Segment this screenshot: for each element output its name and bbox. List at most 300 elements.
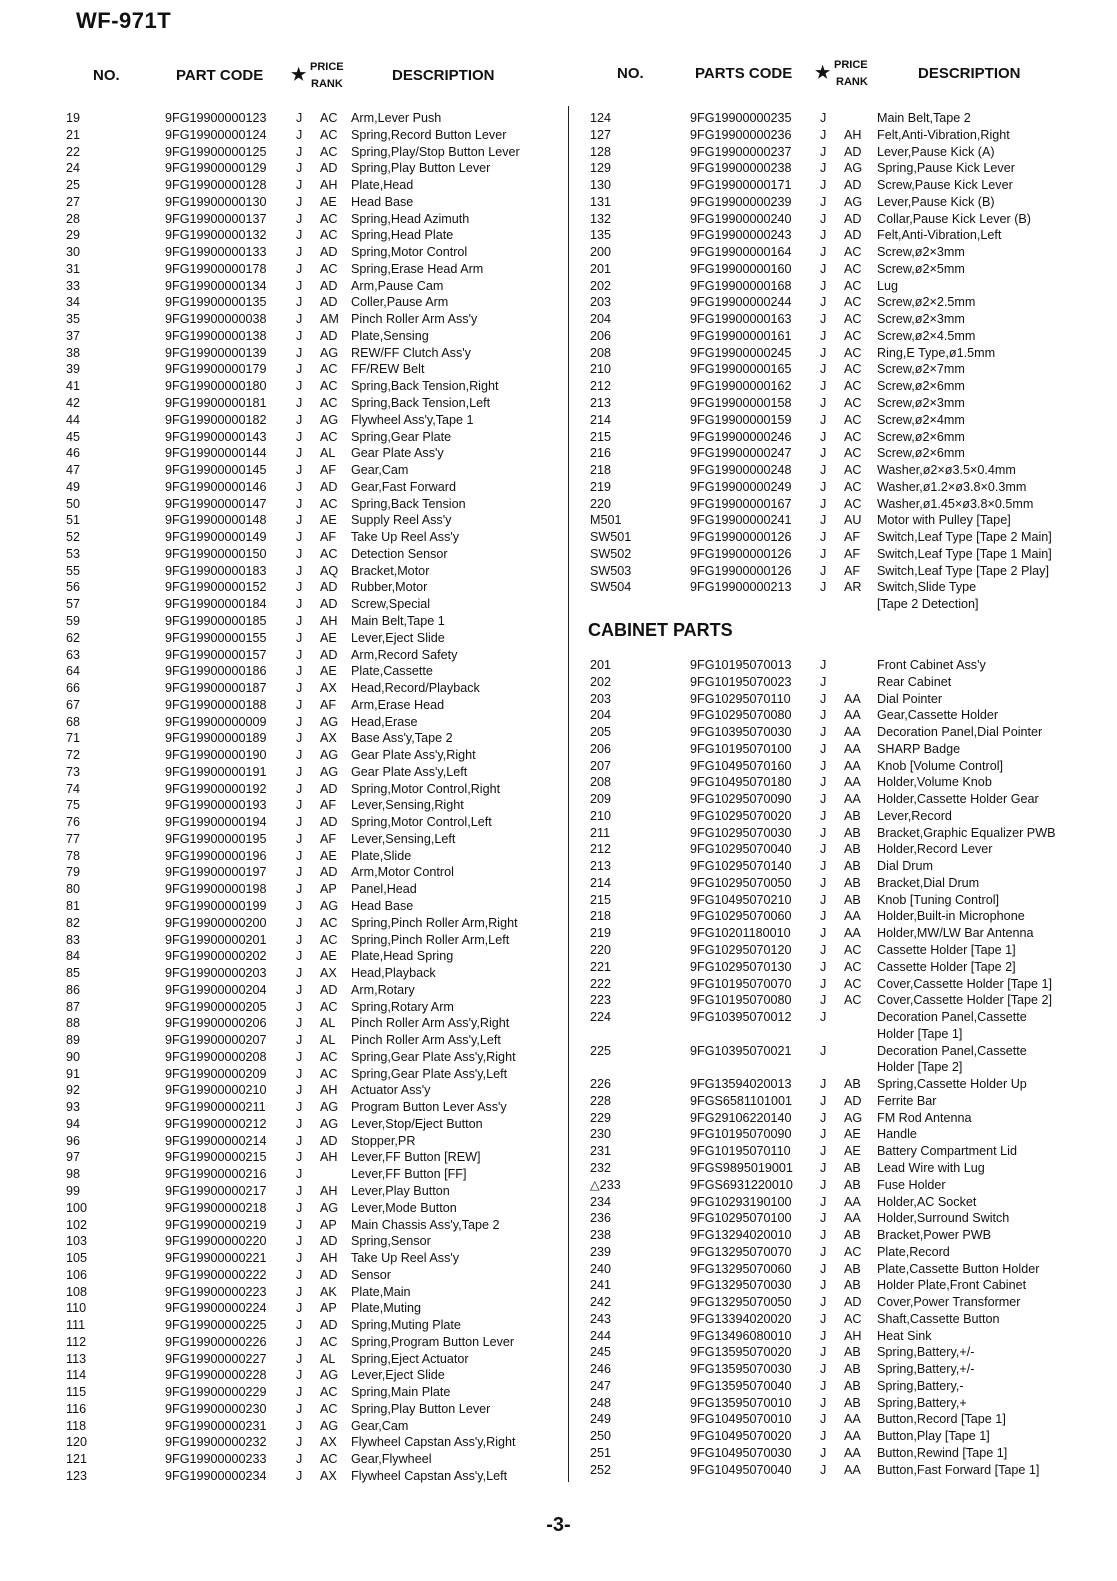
cell-code: 9FG19900000132 [165, 228, 267, 243]
cell-star: J [820, 161, 827, 176]
cell-desc: Felt,Anti-Vibration,Right [877, 127, 1010, 142]
cell-desc: Screw,ø2×5mm [877, 261, 965, 276]
cell-rank: AP [320, 882, 337, 897]
cell-star: J [296, 1301, 303, 1316]
cell-desc: Plate,Sensing [351, 328, 429, 343]
cell-star: J [820, 328, 827, 343]
cell-star: J [820, 976, 827, 991]
cell-star: J [820, 1328, 827, 1343]
cell-code: 9FG19900000155 [165, 630, 267, 645]
cell-code: 9FG10495070030 [690, 1445, 792, 1460]
cell-no: 203 [590, 691, 612, 706]
cell-rank: AL [320, 1033, 336, 1048]
cell-desc: Holder,Surround Switch [877, 1211, 1010, 1226]
cell-no: 250 [590, 1429, 612, 1444]
cell-code: 9FG19900000216 [165, 1167, 267, 1182]
cell-star: J [296, 831, 303, 846]
cell-code: 9FG10295070110 [690, 691, 791, 706]
cell-star: J [296, 848, 303, 863]
cell-no: 221 [590, 959, 612, 974]
table-row [0, 1261, 1117, 1278]
cell-desc: Program Button Lever Ass'y [351, 1100, 507, 1115]
cell-desc: Gear,Cam [351, 463, 409, 478]
cell-rank: AC [844, 959, 862, 974]
cell-rank: AC [844, 479, 862, 494]
cell-no: SW503 [590, 563, 632, 578]
cell-star: J [296, 1267, 303, 1282]
cell-rank: AQ [320, 563, 339, 578]
cell-rank: AC [320, 1334, 338, 1349]
cell-star: J [296, 1133, 303, 1148]
cell-no: 27 [66, 194, 81, 209]
cell-code: 9FG19900000206 [165, 1016, 267, 1031]
cell-rank: AL [320, 446, 336, 461]
table-row [0, 1277, 1117, 1294]
cell-desc: Switch,Leaf Type [Tape 2 Main] [877, 530, 1052, 545]
cell-star: J [820, 446, 827, 461]
cell-code: 9FG19900000195 [165, 831, 267, 846]
cell-rank: AG [320, 714, 339, 729]
cell-rank: AA [844, 1445, 861, 1460]
cell-desc: Knob [Volume Control] [877, 758, 1004, 773]
cell-star: J [820, 926, 827, 941]
table-row [0, 976, 1117, 993]
cell-desc: Screw,ø2×2.5mm [877, 295, 976, 310]
cell-star: J [820, 1412, 827, 1427]
cell-code: 9FG19900000230 [165, 1401, 267, 1416]
cell-desc: Gear,Flywheel [351, 1452, 432, 1467]
cell-code: 9FG19900000124 [165, 127, 267, 142]
model-title: WF-971T [76, 8, 172, 33]
cell-no: 91 [66, 1066, 81, 1081]
cell-rank: AX [320, 681, 337, 696]
cell-star: J [296, 1469, 303, 1484]
cell-code: 9FG19900000215 [165, 1150, 267, 1165]
cell-rank: AD [320, 781, 338, 796]
cell-star: J [820, 1362, 827, 1377]
table-row [0, 361, 1117, 378]
cell-desc: Lever,Eject Slide [351, 1368, 445, 1383]
cell-desc: Pinch Roller Arm Ass'y [351, 312, 478, 327]
cell-desc: Lever,Sensing,Left [351, 831, 456, 846]
cell-no: 214 [590, 875, 612, 890]
cell-code: 9FG19900000249 [690, 479, 792, 494]
cell-star: J [296, 328, 303, 343]
cell-no: 113 [66, 1351, 87, 1366]
cell-star: J [296, 379, 303, 394]
cell-rank: AX [320, 1435, 337, 1450]
cell-code: 9FG19900000184 [165, 597, 267, 612]
cell-no: △233 [590, 1177, 621, 1192]
cell-code: 9FG19900000009 [165, 714, 267, 729]
cell-rank: AD [844, 211, 862, 226]
table-row [0, 227, 1117, 244]
cell-star: J [820, 429, 827, 444]
cell-desc: Detection Sensor [351, 546, 448, 561]
cell-code: 9FG19900000158 [690, 396, 792, 411]
cell-code: 9FG19900000128 [165, 178, 267, 193]
cell-desc: Panel,Head [351, 882, 417, 897]
cell-no: 116 [66, 1401, 87, 1416]
cell-code: 9FG19900000126 [690, 530, 792, 545]
cell-star: J [820, 1244, 827, 1259]
cell-code: 9FG19900000149 [165, 530, 267, 545]
cell-desc: Plate,Cassette Button Holder [877, 1261, 1040, 1276]
cell-rank: AB [844, 1077, 861, 1092]
cell-desc: Screw,Pause Kick Lever [877, 178, 1013, 193]
cell-code: 9FG19900000171 [690, 178, 792, 193]
cell-rank: AC [320, 999, 338, 1014]
cell-desc: Screw,ø2×7mm [877, 362, 965, 377]
cell-star: J [820, 127, 827, 142]
cell-no: 94 [66, 1116, 81, 1131]
cell-rank: AH [320, 613, 338, 628]
table-row [0, 925, 1117, 942]
cell-code: 9FG19900000137 [165, 211, 267, 226]
cell-desc: Flywheel Ass'y,Tape 1 [351, 412, 474, 427]
cell-star: J [296, 245, 303, 260]
cell-desc: Decoration Panel,Cassette [877, 1043, 1027, 1058]
cell-star: J [296, 1251, 303, 1266]
cell-desc: Heat Sink [877, 1328, 932, 1343]
cell-desc: Plate,Slide [351, 848, 412, 863]
cell-star: J [820, 546, 827, 561]
cell-desc: Washer,ø1.45×ø3.8×0.5mm [877, 496, 1034, 511]
cell-desc: Button,Fast Forward [Tape 1] [877, 1462, 1040, 1477]
table-row [0, 630, 565, 647]
cell-no: 208 [590, 775, 612, 790]
cell-rank: AF [844, 546, 861, 561]
cell-desc: REW/FF Clutch Ass'y [351, 345, 471, 360]
cell-rank: AF [844, 530, 861, 545]
cell-rank: AE [320, 949, 337, 964]
cell-desc: Spring,Pinch Roller Arm,Right [351, 915, 518, 930]
cell-desc: Spring,Motor Control,Right [351, 781, 501, 796]
cell-star: J [296, 1083, 303, 1098]
cell-no: 105 [66, 1251, 88, 1266]
cell-code: 9FG10295070100 [690, 1211, 792, 1226]
cell-code: 9FG19900000248 [690, 463, 792, 478]
cell-rank: AC [320, 932, 338, 947]
cell-star: J [296, 1318, 303, 1333]
table-row [0, 1194, 1117, 1211]
cell-star: J [296, 513, 303, 528]
cell-star: J [296, 1418, 303, 1433]
cell-star: J [296, 949, 303, 964]
cell-star: J [296, 278, 303, 293]
table-row [0, 1361, 1117, 1378]
cell-star: J [296, 664, 303, 679]
cell-code: 9FG19900000208 [165, 1049, 267, 1064]
cell-no: 21 [66, 127, 81, 142]
cell-desc: Flywheel Capstan Ass'y,Right [351, 1435, 516, 1450]
cell-desc: Rear Cabinet [877, 674, 952, 689]
cell-code: 9FG10295070080 [690, 708, 792, 723]
cell-no: 215 [590, 429, 612, 444]
table-row [0, 1043, 1117, 1060]
cell-code: 9FG19900000126 [690, 563, 792, 578]
cell-code: 9FG19900000229 [165, 1385, 267, 1400]
table-row [0, 1244, 1117, 1261]
cell-code: 9FG19900000217 [165, 1184, 267, 1198]
star-icon: ★ [291, 65, 307, 84]
cell-rank: AL [320, 1016, 336, 1031]
cell-no: 203 [590, 295, 612, 310]
cell-desc: Screw,ø2×3mm [877, 245, 965, 260]
cell-code: 9FGS9895019001 [690, 1160, 793, 1175]
cell-star: J [296, 211, 303, 226]
cell-star: J [820, 909, 827, 924]
cell-code: 9FG19900000179 [165, 362, 267, 377]
cell-code: 9FG19900000226 [165, 1334, 267, 1349]
cell-desc: Felt,Anti-Vibration,Left [877, 228, 1002, 243]
cell-no: 206 [590, 741, 612, 756]
cell-no: 127 [590, 127, 612, 142]
table-row [0, 127, 1117, 144]
cell-desc: Head Base [351, 898, 414, 913]
cell-code: 9FG19900000183 [165, 563, 267, 578]
cell-star: J [296, 178, 303, 193]
cell-star: J [296, 1401, 303, 1416]
cell-no: 205 [590, 725, 612, 740]
cell-desc: Spring,Battery,+/- [877, 1362, 975, 1377]
cell-no: 207 [590, 758, 612, 773]
cell-code: 9FG10495070160 [690, 758, 792, 773]
table-row [0, 194, 1117, 211]
cell-rank: AC [844, 1311, 862, 1326]
cell-desc: Spring,Muting Plate [351, 1318, 461, 1333]
cell-desc: Spring,Back Tension,Right [351, 379, 499, 394]
cabinet-parts-list [0, 657, 1117, 1479]
cell-rank: AE [320, 513, 337, 528]
cell-no: 118 [66, 1418, 87, 1433]
cell-no: 201 [590, 261, 612, 276]
cell-rank: AC [844, 312, 862, 327]
cell-desc: Lever,Mode Button [351, 1200, 457, 1215]
cell-star: J [820, 412, 827, 427]
cell-star: J [820, 741, 827, 756]
table-row [0, 1076, 1117, 1093]
cell-rank: AD [320, 982, 338, 997]
cell-star: J [296, 1200, 303, 1215]
cell-no: 96 [66, 1133, 81, 1148]
cell-star: J [296, 613, 303, 628]
cell-code: 9FG19900000135 [165, 295, 267, 310]
cell-code: 9FG10295070140 [690, 859, 792, 874]
cell-rank: AD [844, 1093, 862, 1108]
cell-desc: Plate,Main [351, 1284, 411, 1299]
cell-rank: AE [320, 630, 337, 645]
cell-no: 81 [66, 898, 81, 913]
cell-desc: Lever,FF Button [FF] [351, 1167, 467, 1182]
cell-no: 220 [590, 496, 612, 511]
cell-desc: Screw,ø2×6mm [877, 446, 965, 461]
cell-rank: AC [320, 1385, 338, 1400]
cell-star: J [296, 781, 303, 796]
cell-rank: AF [320, 530, 337, 545]
cell-rank: AU [844, 513, 862, 528]
table-row [0, 512, 1117, 529]
table-row [0, 244, 1117, 261]
table-row [0, 1143, 1117, 1160]
cell-code: 9FG19900000146 [165, 479, 267, 494]
cell-no: 251 [590, 1445, 612, 1460]
table-row [0, 395, 1117, 412]
cell-no: 110 [66, 1301, 87, 1316]
cell-desc: Holder,Built-in Microphone [877, 909, 1025, 924]
cell-no: 202 [590, 278, 612, 293]
cell-code: 9FG10295070050 [690, 875, 792, 890]
cell-code: 9FG19900000209 [165, 1066, 267, 1081]
cell-rank: AC [320, 261, 338, 276]
cell-star: J [820, 758, 827, 773]
cell-code: 9FG19900000134 [165, 278, 267, 293]
cell-rank: AD [844, 144, 862, 159]
cell-desc: Spring,Main Plate [351, 1385, 451, 1400]
cell-rank: AC [844, 362, 862, 377]
cell-rank: AC [844, 496, 862, 511]
cell-star: J [820, 513, 827, 528]
cell-desc: Spring,Battery,- [877, 1378, 964, 1393]
cell-rank: AA [844, 1429, 861, 1444]
cell-no: 33 [66, 278, 81, 293]
cell-code: 9FG19900000220 [165, 1234, 267, 1249]
cell-no: 82 [66, 915, 81, 930]
table-row [0, 479, 1117, 496]
cell-code: 9FG19900000152 [165, 580, 267, 595]
cell-desc: Bracket,Power PWB [877, 1228, 992, 1243]
cell-star: J [820, 1110, 827, 1125]
cell-star: J [296, 1167, 303, 1182]
cell-desc: Spring,Sensor [351, 1234, 431, 1249]
cell-rank: AL [320, 1351, 336, 1366]
cell-no: 123 [66, 1469, 88, 1484]
cell-desc: Pinch Roller Arm Ass'y,Left [351, 1033, 501, 1048]
cell-desc: Collar,Pause Kick Lever (B) [877, 211, 1031, 226]
table-row [0, 741, 1117, 758]
cell-no: 77 [66, 831, 81, 846]
cell-desc: Decoration Panel,Cassette [877, 1010, 1027, 1025]
cell-rank: AC [844, 429, 862, 444]
cell-no: 53 [66, 546, 81, 561]
cell-rank: AE [844, 1144, 861, 1159]
table-row [0, 892, 1117, 909]
cell-code: 9FG19900000199 [165, 898, 267, 913]
cell-rank: AD [844, 1295, 862, 1310]
table-row [0, 496, 1117, 513]
cell-desc: Cover,Cassette Holder [Tape 1] [877, 976, 1053, 991]
cell-no: 71 [66, 731, 81, 746]
cell-rank: AP [320, 1301, 337, 1316]
cell-no: 30 [66, 245, 81, 260]
cell-no: 80 [66, 882, 81, 897]
cell-no: 121 [66, 1452, 88, 1467]
table-row [0, 657, 1117, 674]
cell-desc: Head,Record/Playback [351, 681, 480, 696]
header-no: NO. [93, 67, 120, 84]
cell-desc: Holder,MW/LW Bar Antenna [877, 926, 1034, 941]
cell-no: 201 [590, 658, 612, 672]
cell-no: 51 [66, 513, 81, 528]
table-row [0, 1093, 1117, 1110]
cell-rank: AC [320, 1452, 338, 1467]
cell-star: J [820, 379, 827, 394]
cell-rank: AC [844, 278, 862, 293]
cell-no: 34 [66, 295, 81, 310]
cell-rank: AA [844, 725, 861, 740]
table-row [0, 1177, 1117, 1194]
cell-no: M501 [590, 513, 622, 528]
cell-star: J [820, 1077, 827, 1092]
cell-rank: AA [844, 1462, 861, 1477]
cell-code: 9FGS6581101001 [690, 1093, 792, 1108]
cell-no: 24 [66, 161, 81, 176]
cell-rank: AG [844, 161, 863, 176]
cell-no: 76 [66, 815, 81, 830]
cell-desc: Screw,ø2×3mm [877, 312, 965, 327]
cell-code: 9FG10195070013 [690, 658, 792, 672]
table-row [0, 462, 1117, 479]
cell-code: 9FG19900000224 [165, 1301, 267, 1316]
cell-star: J [820, 1010, 827, 1025]
cell-no: 232 [590, 1160, 612, 1175]
cell-code: 9FG10495070040 [690, 1462, 792, 1477]
cell-code: 9FG19900000187 [165, 681, 267, 696]
table-row [0, 177, 1117, 194]
cell-code: 9FG13295070050 [690, 1295, 792, 1310]
cell-desc: Screw,Special [351, 597, 431, 612]
page-number: -3- [546, 1514, 571, 1536]
cell-star: J [820, 1311, 827, 1326]
cell-desc: Spring,Gear Plate [351, 429, 452, 444]
cell-rank: AC [844, 379, 862, 394]
cell-code: 9FG19900000210 [165, 1083, 267, 1098]
cell-code: 9FG10495070020 [690, 1429, 792, 1444]
cell-rank: AG [320, 748, 339, 763]
cell-desc: FF/REW Belt [351, 362, 425, 377]
cell-code: 9FG19900000125 [165, 144, 267, 159]
cell-desc: Plate,Head Spring [351, 949, 454, 964]
cell-desc: Arm,Motor Control [351, 865, 454, 880]
cell-star: J [820, 496, 827, 511]
cell-rank: AD [320, 647, 338, 662]
cell-code: 9FG10195070090 [690, 1127, 792, 1142]
cell-code: 9FG19900000162 [690, 379, 792, 394]
cell-desc: Take Up Reel Ass'y [351, 530, 460, 545]
table-row [0, 858, 1117, 875]
table-row [0, 774, 1117, 791]
cell-rank: AG [320, 345, 339, 360]
cell-no: 214 [590, 412, 612, 427]
cell-code: 9FG19900000167 [690, 496, 792, 511]
cell-code: 9FG13295070070 [690, 1244, 792, 1259]
cell-no: 218 [590, 909, 612, 924]
cell-desc: Shaft,Cassette Button [877, 1311, 1000, 1326]
cell-rank: AH [320, 1251, 338, 1266]
cell-no: 44 [66, 412, 81, 427]
table-row [0, 429, 1117, 446]
cell-code: 9FG10195070023 [690, 674, 792, 689]
cell-no: 98 [66, 1167, 81, 1182]
cell-desc: Spring,Play/Stop Button Lever [351, 144, 520, 159]
cell-star: J [296, 127, 303, 142]
cell-desc: Cover,Cassette Holder [Tape 2] [877, 993, 1053, 1008]
cell-star: J [820, 1462, 827, 1477]
cell-code: 9FG13595070010 [690, 1395, 792, 1410]
cell-star: J [820, 563, 827, 578]
cell-star: J [296, 312, 303, 327]
cell-star: J [820, 1378, 827, 1393]
